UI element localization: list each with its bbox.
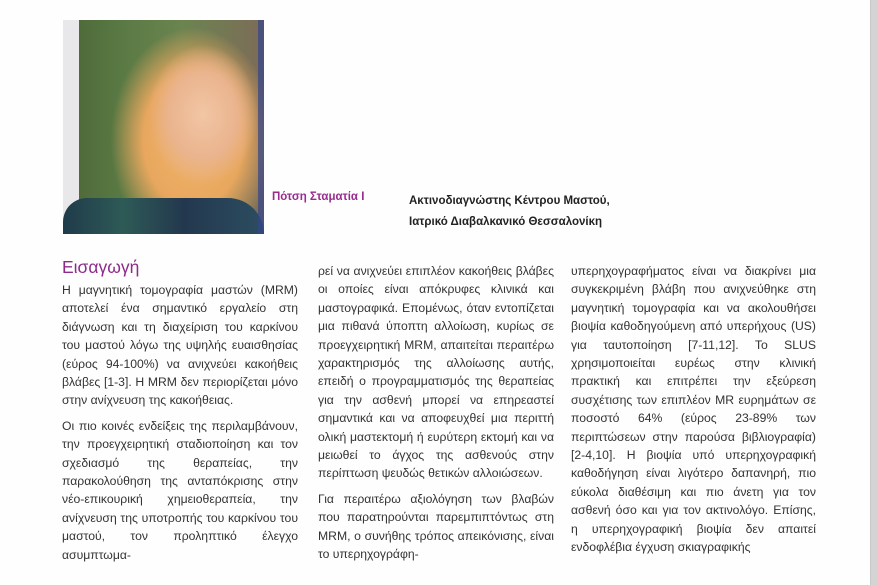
author-affiliation [409, 191, 610, 233]
text-column-1 [62, 256, 298, 571]
paragraph: Οι πιο κοινές ενδείξεις της περιλαμβάνουν, την προεγχειρητική σταδιοποίηση και τον σχεδιασμό της θεραπείας, την παρακολούθηση της ανταπόκρισης στην νέο-επικουρική χημειοθεραπεία, την ανίχνευση της υποτροπής του καρκίνου του μαστού, τον προληπτικό έλεγχο ασυμπτωμα- [62, 418, 298, 562]
author-portrait-photo [63, 20, 264, 234]
paragraph: Η μαγνητική τομογραφία μαστών (MRM) αποτελεί ένα σημαντικό εργαλείο στη διάγνωση και τη διαχείριση του καρκίνου του μαστού λόγω της υψηλής ευαισθησίας (εύρος 94-100%) να ανιχνεύει κακοήθεις βλάβες [1-3]. Η MRM δεν περιορίζεται μόνο στην ανίχνευση της κακοήθειας. [62, 283, 298, 408]
photo-clothing [63, 198, 264, 234]
paragraph: ρεί να ανιχνεύει επιπλέον κακοήθεις βλάβες οι οποίες είναι απόκρυφες κλινικά και μαστογραφικά. Επομένως, όταν εντοπίζεται μια πιθανά ύποπτη αλλοίωση, κυρίως σε προεγχειρητική MRM, απαιτείται περαιτέρω χαρακτηρισμός της αλλοίωσης αυτής, επειδή ο προγραμματισμός της θεραπείας για την ασθενή μπορεί να επηρεαστεί σημαντικά και να αποφευχθεί μια περιττή ολική μαστεκτομή ή ευρύτερη εκτομή και να μειωθεί το άγχος της ασθενούς στην περίπτωση ψευδώς θετικών αλλοιώσεων. [318, 264, 554, 481]
photo-edge [258, 20, 264, 234]
author-name: Πότση Σταματία Ι [272, 191, 365, 203]
paragraph: Για περαιτέρω αξιολόγηση των βλαβών που παρατηρούνται παρεμπιπτόντως στη MRM, ο συνήθης τρόπος απεικόνισης, είναι το υπερηχογράφη- [318, 491, 554, 562]
affiliation-line-2: Ιατρικό Διαβαλκανικό Θεσσαλονίκη [409, 216, 603, 228]
section-title: Εισαγωγή [62, 257, 140, 277]
affiliation-line-1: Ακτινοδιαγνώστης Κέντρου Μαστού, [409, 195, 610, 207]
text-column-3 [571, 262, 816, 564]
text-column-2 [318, 262, 554, 571]
vertical-scrollbar[interactable] [870, 0, 877, 585]
paragraph: υπερηχογραφήματος είναι να διακρίνει μια συγκεκριμένη βλάβη που ανιχνεύθηκε στη μαγνητική τομογραφία και να ακολουθήσει βιοψία καθοδηγούμενη από υπερήχους (US) για ταυτοποίηση [7-11,12]. Το SLUS χρησιμοποιείται ευρέως στην κλινική πρακτική και επιτρέπει την εξεύρεση συσχέτισης των επιπλέον MR ευρημάτων σε ποσοστό 64% (εύρος 23-89% των περιπτώσεων στην παρούσα βιβλιογραφία) [2-4,10]. Η βιοψία υπό υπερηχογραφική καθοδήγηση είναι λιγότερο δαπανηρή, πιο εύκολα διαθέσιμη και πιο άνετη για τον ασθενή όσο και για τον ακτινολόγο. Επίσης, η υπερηχογραφική βιοψία δεν απαιτεί ενδοφλέβια έγχυση σκιαγραφικής [571, 264, 816, 555]
